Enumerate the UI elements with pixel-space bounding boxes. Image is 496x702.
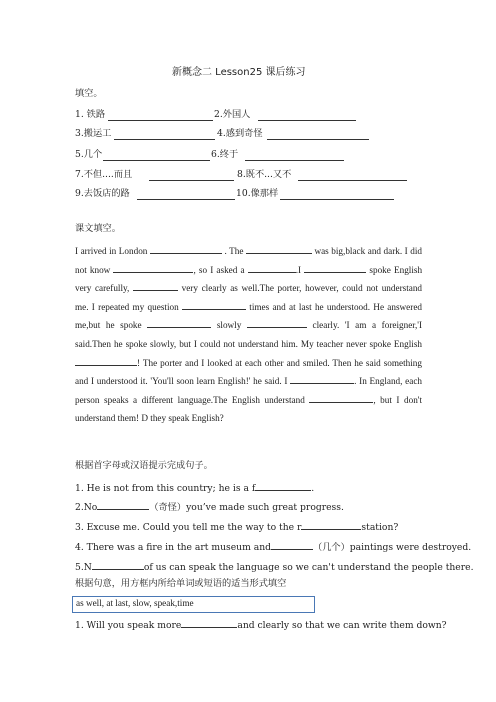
answer-blank[interactable] [113,263,193,273]
passage-text: . The [224,246,244,256]
answer-blank[interactable] [137,199,235,200]
item-10: 10.像那样 [236,188,279,199]
answer-blank[interactable] [150,244,222,254]
answer-blank[interactable] [149,180,234,181]
answer-blank[interactable] [304,263,366,273]
item-6: 6.终于 [211,149,239,160]
answer-blank[interactable] [181,618,237,628]
sentence-3 [75,520,398,534]
sentence-text: station? [361,522,399,533]
sentence-5 [75,560,474,574]
answer-blank[interactable] [258,120,356,121]
answer-blank[interactable] [245,160,344,161]
section3-heading: 根据首字母或汉语提示完成句子。 [75,460,213,471]
item-9: 9.去饭店的路 [75,188,130,199]
answer-blank[interactable] [301,520,361,530]
passage-text: slowly [216,320,242,331]
answer-blank[interactable] [248,263,296,273]
answer-blank[interactable] [298,180,407,181]
item-8: 8.既不...又不 [237,169,292,180]
answer-blank[interactable] [290,374,354,384]
section1-heading: 填空。 [75,88,103,99]
answer-blank[interactable] [108,120,213,121]
page-title: 新概念二 Lesson25 课后练习 [172,67,306,78]
passage-text: I arrived in London [75,246,148,256]
item-4: 4.感到奇怪 [217,128,263,139]
answer-blank[interactable] [92,560,144,570]
answer-blank[interactable] [255,481,311,491]
passage-text: .I [295,264,302,275]
word-bank-text: as well, at last, slow, speak,time [76,598,194,608]
passage-text: times and at last he understood. He answered me,but he spoke [75,301,422,331]
sentence-text: 1. Will you speak more [75,620,182,631]
answer-blank[interactable] [133,281,178,291]
cloze-passage [75,242,422,428]
sentence-text: 5.N [75,562,92,573]
answer-blank[interactable] [280,199,394,200]
answer-blank[interactable] [247,318,307,328]
answer-blank[interactable] [246,244,312,254]
sentence-4 [75,540,471,554]
answer-blank[interactable] [75,356,137,366]
sentence-text: 1. He is not from this country; he is a f [75,483,256,494]
passage-text: , so I asked a [193,264,245,275]
item-5: 5.几个 [75,149,103,160]
item-1: 1. 铁路 [75,109,106,120]
passage-text: spoke English very carefully, [75,264,423,294]
passage-text: ! The porter and I looked at each other and smiled. Then he said something and I understood it. 'You'll soon learn English!' he said. I [75,357,422,387]
section4-heading: 根据句意，用方框内所给单词或短语的适当形式填空 [75,578,287,589]
sentence-6 [75,618,447,632]
passage-text: very clearly as well.The porter, however, could not understand me. I repeated my question [75,283,423,312]
sentence-text: （奇怪）you’ve made such great progress. [149,502,344,513]
section2-heading: 课文填空。 [75,223,121,234]
answer-blank[interactable] [97,500,149,510]
answer-blank[interactable] [267,139,369,140]
passage-text: was big,black and dark. I did not know [75,246,423,275]
answer-blank[interactable] [114,139,215,140]
sentence-text: . [311,483,315,494]
item-3: 3.搬运工 [75,128,112,139]
answer-blank[interactable] [103,160,210,161]
answer-blank[interactable] [147,318,211,328]
answer-blank[interactable] [309,393,373,403]
item-7: 7.不但....而且 [75,169,133,180]
sentence-text: and clearly so that we can write them down? [237,620,447,631]
sentence-text: 4. There was a fire in the art museum and [75,542,272,553]
item-2: 2.外国人 [214,109,251,120]
answer-blank[interactable] [182,300,246,310]
sentence-text: （几个）paintings were destroyed. [313,542,472,553]
sentence-text: of us can speak the language so we can't understand the people there. [143,562,474,573]
passage-text: . In England, each person speaks a different language.The English understand [75,376,422,405]
passage-text: clearly. 'I am a foreigner,'I said.Then he spoke slowly, but I could not understand him. My teacher never spoke English [75,320,422,349]
sentence-text: 2.No [75,502,98,513]
answer-blank[interactable] [271,540,313,550]
sentence-1 [75,481,314,495]
sentence-text: 3. Excuse me. Could you tell me the way to the r [75,522,302,533]
passage-text: , but I don't understand them! D they speak English? [75,394,423,424]
word-bank-box [72,596,315,613]
sentence-2 [75,500,344,514]
